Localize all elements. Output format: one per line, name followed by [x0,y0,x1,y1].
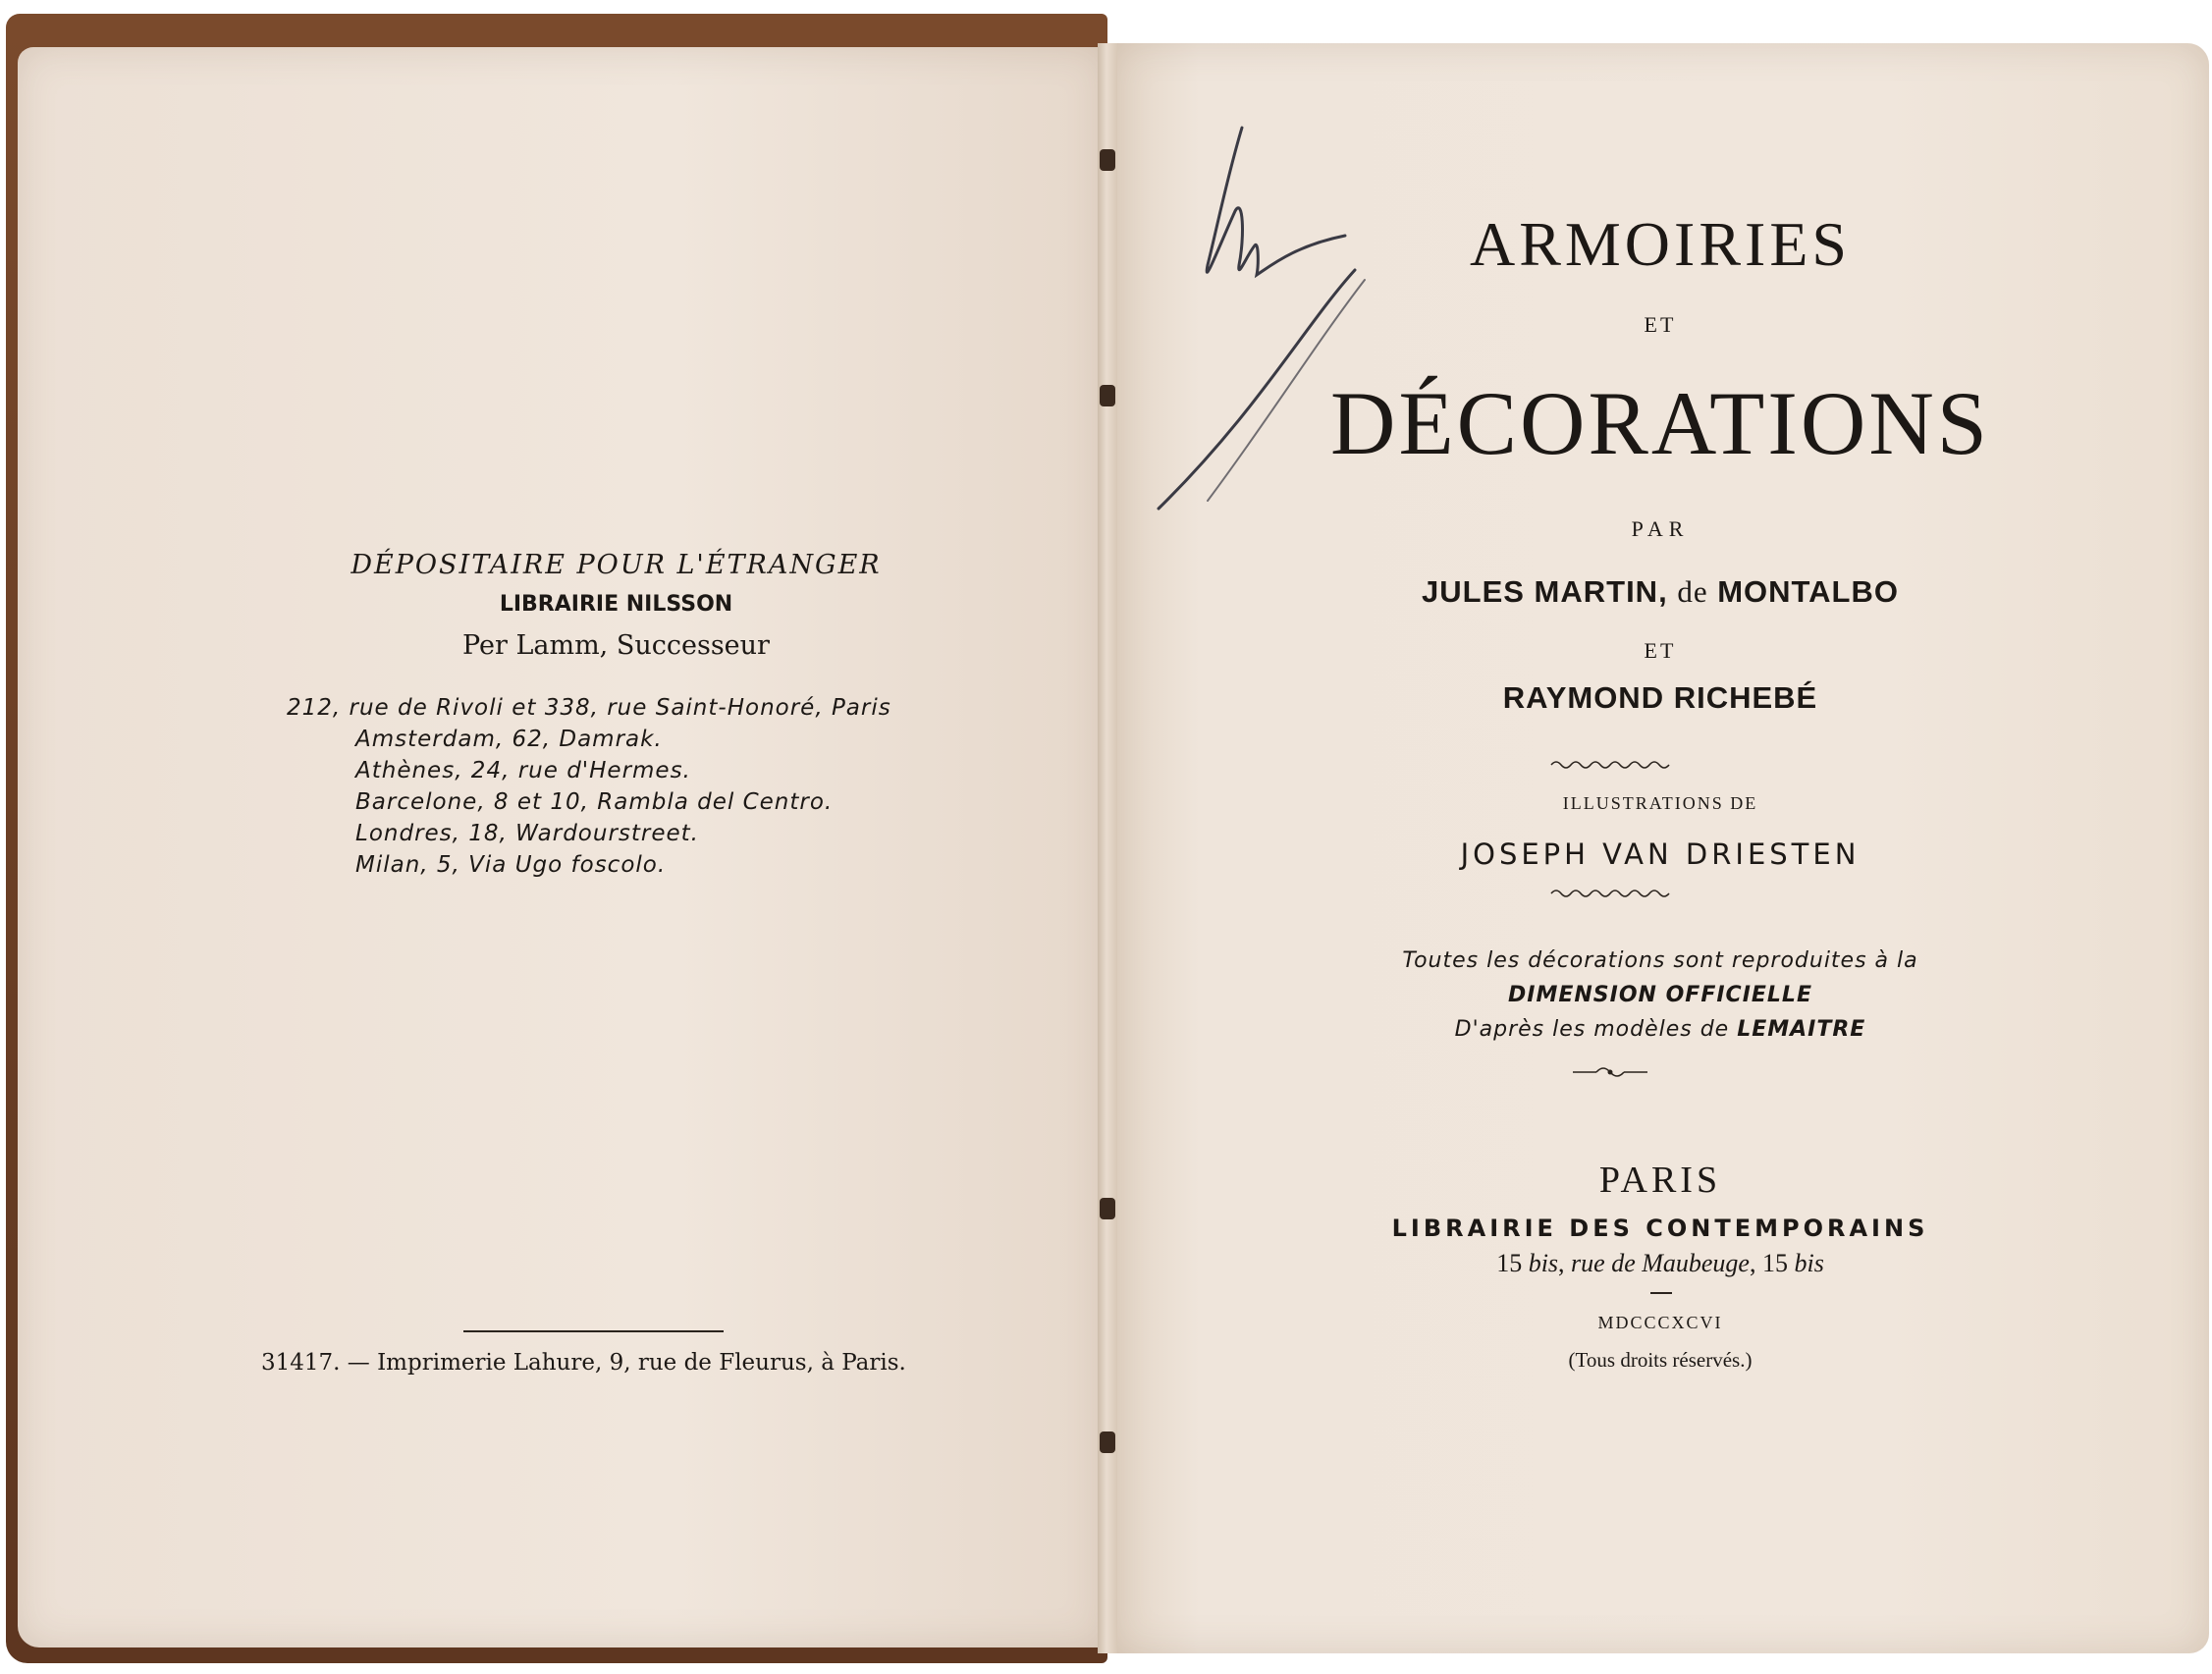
author-1 [1111,574,2209,610]
note-line-2 [1111,983,2209,1007]
year-roman: MDCCCXCVI [1597,1313,1723,1332]
rights-note: (Tous droits réservés.) [1568,1348,1753,1372]
par-label: PAR [1631,516,1690,541]
illustrator-name: JOSEPH VAN DRIESTEN [1460,837,1861,871]
address-line: Londres, 18, Wardourstreet. [355,821,699,846]
binding-stitch [1100,149,1115,171]
successeur-line: Per Lamm, Successeur [462,630,770,661]
address-line: Barcelone, 8 et 10, Rambla del Centro. [355,789,834,815]
publisher-address [1111,1249,2209,1278]
lemaitre: LEMAITRE [1737,1017,1866,1042]
address-line: 212, rue de Rivoli et 338, rue Saint-Honoré, Paris [287,695,891,721]
title-armoiries: ARMOIRIES [1469,209,1852,279]
publisher-name: LIBRAIRIE DES CONTEMPORAINS [1391,1215,1929,1242]
title-et: ET [1644,312,1677,337]
handwritten-signature [1149,118,1424,520]
wave-ornament [1549,758,1677,772]
left-page [18,47,1106,1647]
city-paris: PARIS [1598,1160,1722,1201]
address-line: Athènes, 24, rue d'Hermes. [355,758,691,783]
note-line-3-text: D'après les modèles de [1454,1017,1738,1042]
depositaire-block [0,550,1232,661]
pub-addr-part: bis [1528,1249,1559,1277]
wave-ornament [1549,887,1677,900]
fleuron-ornament [1571,1064,1649,1080]
imprint-rule [463,1330,724,1332]
imprint-line: 31417. — Imprimerie Lahure, 9, rue de Fleurus, à Paris. [261,1350,906,1376]
librairie-nilsson: LIBRAIRIE NILSSON [499,592,733,617]
address-line: Milan, 5, Via Ugo foscolo. [355,852,667,878]
pub-addr-part: , 15 [1749,1249,1795,1277]
title-decorations: DÉCORATIONS [1330,373,1990,473]
binding-stitch [1100,1431,1115,1453]
address-line: Amsterdam, 62, Damrak. [355,727,663,752]
pub-addr-part: , [1558,1249,1572,1277]
author-et: ET [1644,638,1677,663]
pub-addr-part: bis [1794,1249,1824,1277]
note-line-3 [1111,1017,2209,1042]
author-1-separator: , [1658,574,1678,609]
dimension-officielle: DIMENSION OFFICIELLE [1508,983,1812,1007]
depositaire-title: DÉPOSITAIRE POUR L'ÉTRANGER [351,550,882,580]
note-line-1: Toutes les décorations sont reproduites à la [1402,948,1918,973]
illustrations-label: ILLUSTRATIONS DE [1562,793,1758,813]
short-rule [1650,1292,1672,1294]
author-1-particle: de [1677,574,1708,609]
author-1-surname: MONTALBO [1707,574,1899,609]
author-2: RAYMOND RICHEBÉ [1502,680,1818,715]
author-1-name: JULES MARTIN [1422,574,1659,609]
pub-addr-part: 15 [1496,1249,1529,1277]
pub-addr-part: rue de Maubeuge [1571,1249,1750,1277]
